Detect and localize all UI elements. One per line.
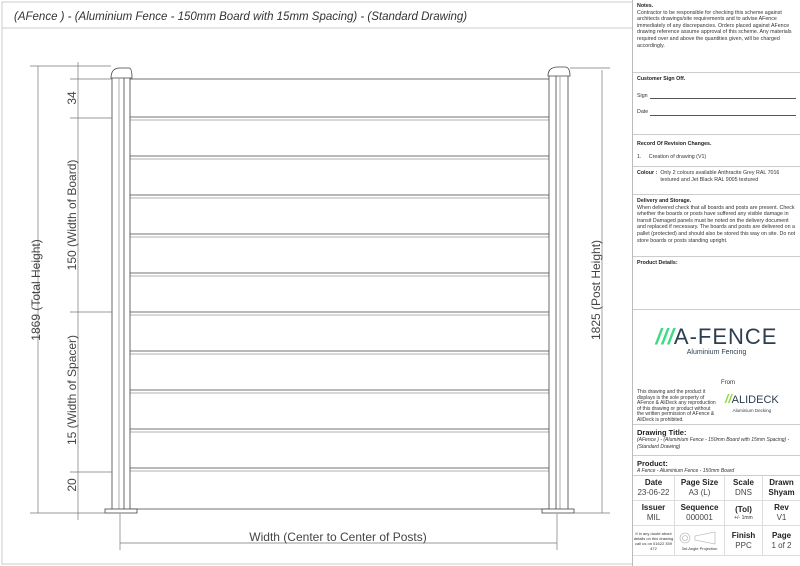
total-height-dim: 1869 (Total Height) bbox=[29, 239, 43, 341]
product-details-title: Product Details: bbox=[637, 260, 678, 266]
date-field[interactable] bbox=[650, 115, 796, 116]
left-post bbox=[105, 68, 137, 513]
drawing-title-label: Drawing Title: bbox=[637, 428, 687, 437]
scale-value: DNS bbox=[735, 488, 752, 497]
colour-text: Only 2 colours available Anthracite Grey RAL 7016 textured and Jet Black RAL 9005 textured bbox=[660, 170, 780, 183]
page-size-value: A3 (L) bbox=[688, 488, 711, 497]
post-height-dim: 1825 (Post Height) bbox=[589, 239, 603, 341]
issuer-value: MIL bbox=[646, 513, 661, 522]
sequence-value: 000001 bbox=[686, 513, 713, 522]
alideck-logo: //ALIDECK Aluminium Decking bbox=[725, 392, 779, 413]
date-value: 23-06-22 bbox=[637, 488, 670, 497]
top-gap-dim: 34 bbox=[65, 91, 79, 105]
notes-title: Notes. bbox=[637, 3, 654, 9]
from-label: From bbox=[721, 380, 735, 386]
sign-field[interactable] bbox=[650, 98, 796, 99]
board-width-dim: 150 (Width of Board) bbox=[65, 159, 79, 271]
title-block bbox=[632, 0, 800, 566]
notes-text: Contractor to be responsible for checking this scheme against architects drawings/site requirements and to advise AFence immediately of any discrepancies. Orders placed against AFence drawing reference assume approval of this scheme. Any materials required over and above the quantities given, will be charged accordingly. bbox=[637, 9, 792, 49]
colour-label: Colour : bbox=[637, 170, 658, 176]
delivery-text: When delivered check that all boards and posts are present. Check whether the boards or posts have suffered any visible damage in transit Damaged panels must be noted on the delivery document and replaced if necessary. The boards and posts are delivered on a pallet (protected) and should also be stored this way on site. Do not store boards or posts standing upright. bbox=[637, 204, 796, 244]
doubt-note: If in any doubt about details on this drawing call us on 01622 359 472 bbox=[633, 530, 674, 551]
sign-label: Sign bbox=[637, 92, 648, 99]
third-angle-projection-icon bbox=[675, 530, 721, 546]
signoff-title: Customer Sign Off. bbox=[637, 76, 686, 82]
sheet-border bbox=[2, 2, 632, 564]
tolerance-value: +/- 1mm bbox=[734, 514, 753, 521]
product-label: Product: bbox=[637, 459, 668, 468]
finish-value: PPC bbox=[735, 540, 752, 550]
rev-value: V1 bbox=[776, 513, 787, 522]
projection-symbol: 3rd Angle Projection bbox=[675, 526, 725, 556]
spacer-width-dim: 15 (Width of Spacer) bbox=[65, 334, 79, 446]
rev-no: 1. bbox=[637, 153, 642, 160]
product-value: A Fence - Aluminium Fence - 150mm Board bbox=[637, 468, 735, 475]
width-dim: Width (Center to Center of Posts) bbox=[249, 530, 427, 544]
drawn-value: Shyam bbox=[768, 488, 795, 497]
property-notice: This drawing and the product it displays is the sole property of AFence & AliDeck any reproduction of this drawing or product without the written permission of AFence & AliDeck is prohibited. bbox=[637, 389, 716, 423]
rev-text: Creation of drawing (V1) bbox=[648, 153, 707, 160]
drawing-title-value: (AFence ) - (Aluminium Fence - 150mm Board with 15mm Spacing) - (Standard Drawing) bbox=[637, 437, 790, 450]
page-value: 1 of 2 bbox=[771, 540, 792, 550]
afence-logo: ///A-FENCE Aluminium Fencing bbox=[655, 324, 778, 356]
delivery-title: Delivery and Storage. bbox=[637, 198, 692, 204]
fence-boards bbox=[130, 79, 549, 509]
right-post bbox=[542, 67, 574, 513]
date-label: Date bbox=[637, 109, 649, 116]
drawing-title: (AFence ) - (Aluminium Fence - 150mm Board with 15mm Spacing) - (Standard Drawing) bbox=[14, 11, 468, 23]
info-grid: Date 23-06-22 Page Size A3 (L) Scale DNS Drawn Shyam Issuer MIL Sequence 000001 (Tol) +/- 1mm Rev V1 If in any doubt about details on this drawing call us on 01622 359 472 3rd Angle Projection Finish PPC Page 1 of 2 bbox=[633, 476, 800, 556]
bottom-gap-dim: 20 bbox=[65, 478, 79, 492]
revision-title: Record Of Revision Changes. bbox=[637, 141, 712, 147]
